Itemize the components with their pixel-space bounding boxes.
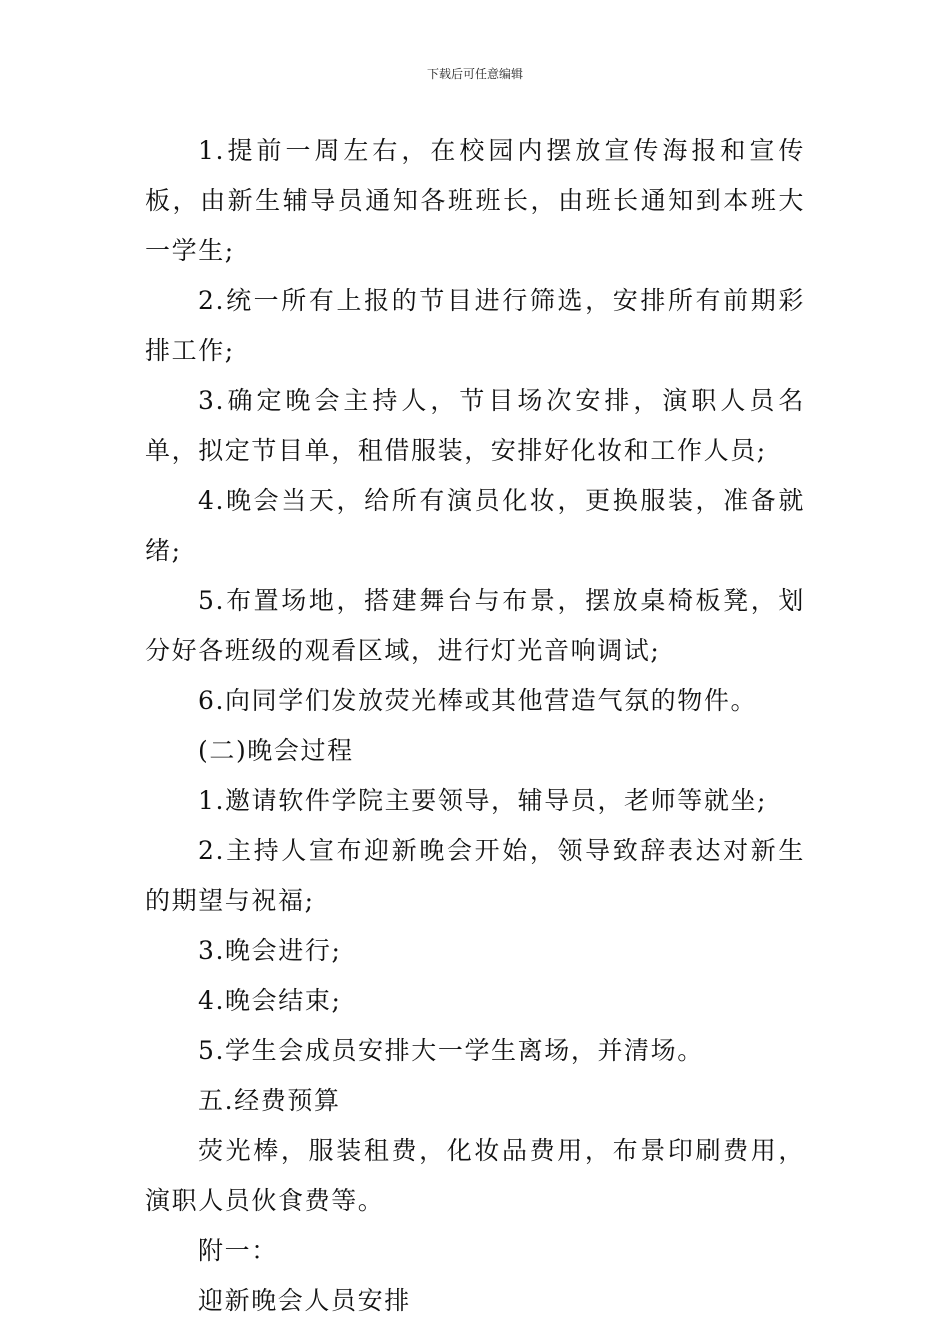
paragraph: 5.布置场地，搭建舞台与布景，摆放桌椅板凳，划分好各班级的观看区域，进行灯光音响调试; xyxy=(145,586,805,665)
paragraph: 2.主持人宣布迎新晚会开始，领导致辞表达对新生的期望与祝福; xyxy=(145,836,805,915)
paragraph: 6.向同学们发放荧光棒或其他营造气氛的物件。 xyxy=(198,686,758,715)
page-header: 下载后可任意编辑 xyxy=(426,67,523,81)
paragraph: 4.晚会结束; xyxy=(198,986,342,1015)
paragraph: 1.邀请软件学院主要领导，辅导员，老师等就坐; xyxy=(198,786,768,815)
appendix-label: 附一： xyxy=(198,1236,278,1265)
paragraph: 3.确定晚会主持人，节目场次安排，演职人员名单，拟定节目单，租借服装，安排好化妆和工作人员; xyxy=(145,386,805,465)
paragraph: 荧光棒，服装租费，化妆品费用，布景印刷费用，演职人员伙食费等。 xyxy=(145,1136,805,1215)
paragraph: 2.统一所有上报的节目进行筛选，安排所有前期彩排工作; xyxy=(145,286,805,365)
section-heading: (二)晚会过程 xyxy=(198,736,354,765)
document-body xyxy=(145,126,805,1326)
paragraph: 3.晚会进行; xyxy=(198,936,342,965)
appendix-title: 迎新晚会人员安排 xyxy=(198,1286,411,1315)
paragraph: 1.提前一周左右，在校园内摆放宣传海报和宣传板，由新生辅导员通知各班班长，由班长通知到本班大一学生; xyxy=(145,136,805,265)
paragraph: 4.晚会当天，给所有演员化妆，更换服装，准备就绪; xyxy=(145,486,805,565)
paragraph: 5.学生会成员安排大一学生离场，并清场。 xyxy=(198,1036,704,1065)
section-heading: 五.经费预算 xyxy=(198,1086,341,1115)
